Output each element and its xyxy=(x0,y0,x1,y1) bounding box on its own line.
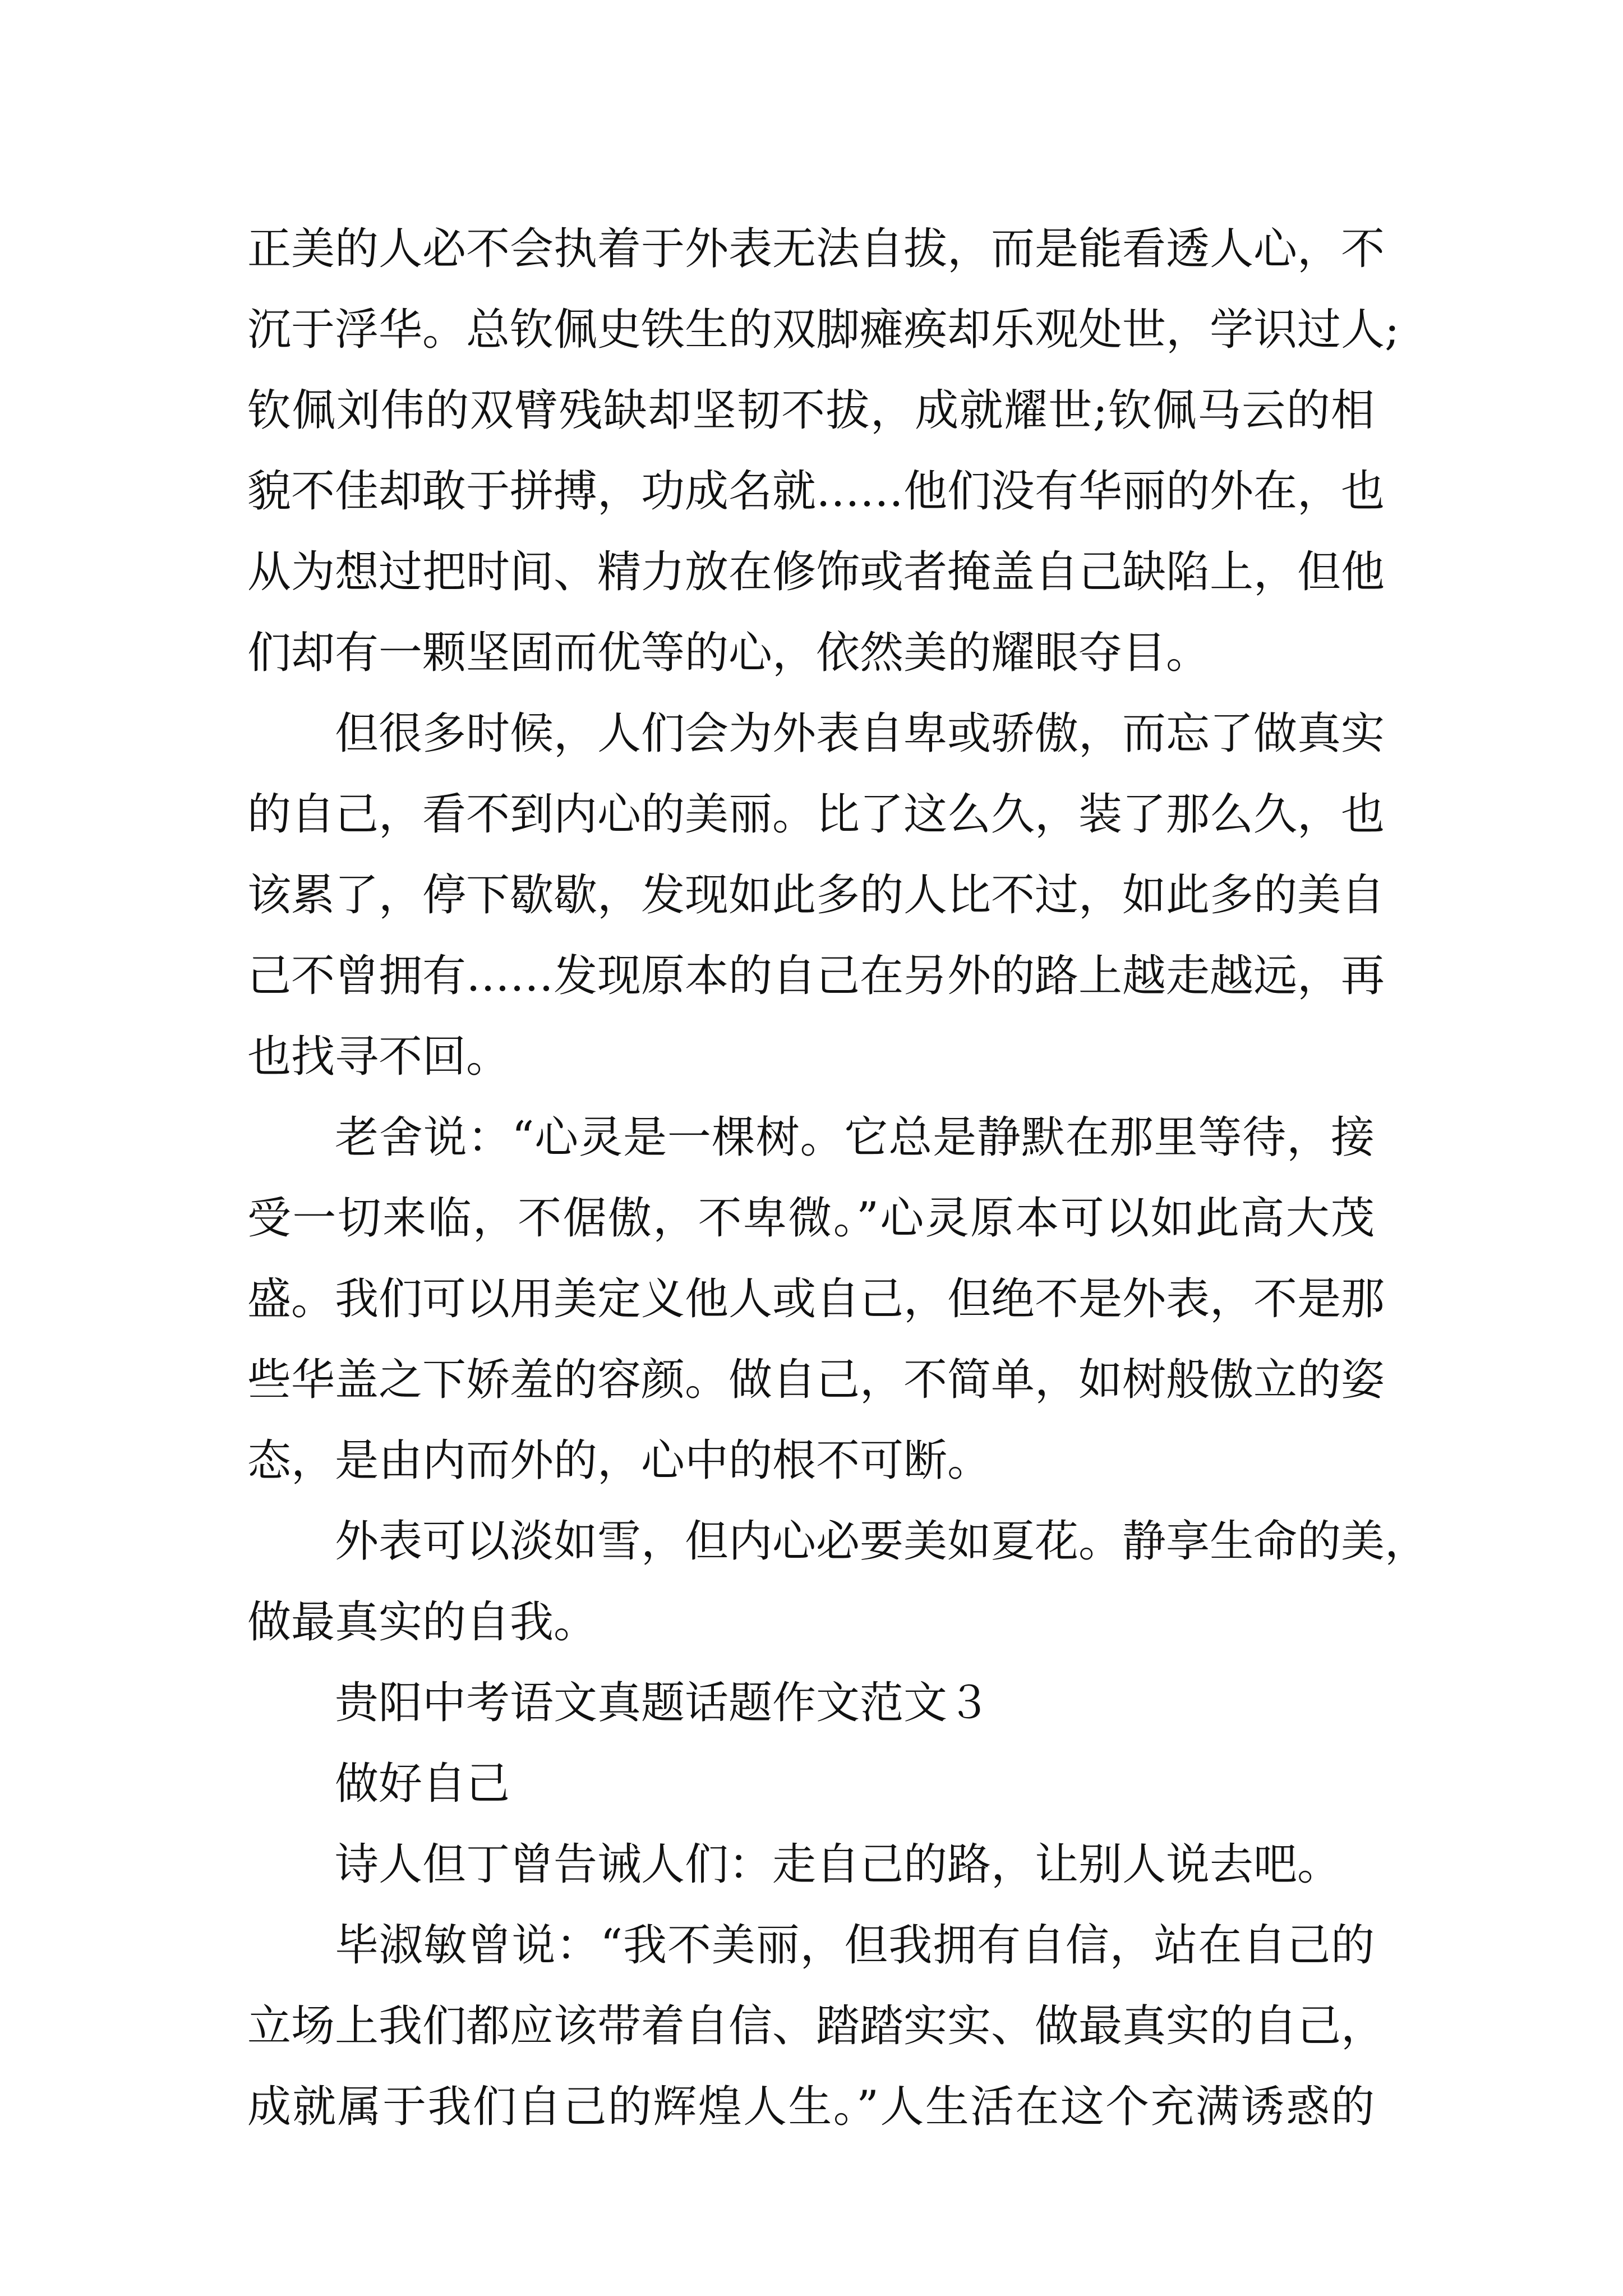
text-line: 些华盖之下娇羞的容颜。做自己，不简单，如树般傲立的姿 xyxy=(247,1355,1385,1405)
document-body xyxy=(247,209,1429,2147)
text-line: 老舍说：“心灵是一棵树。它总是静默在那里等待，接 xyxy=(335,1112,1375,1163)
text-line: 但很多时候，人们会为外表自卑或骄傲，而忘了做真实 xyxy=(335,708,1385,759)
text-line: 受一切来临，不倨傲，不卑微。”心灵原本可以如此高大茂 xyxy=(247,1193,1375,1244)
text-line: 们却有一颗坚固而优等的心，依然美的耀眼夺目。 xyxy=(247,628,1210,678)
paragraph xyxy=(247,1824,1375,1905)
paragraph xyxy=(247,209,1400,693)
text-line: 毕淑敏曾说：“我不美丽，但我拥有自信，站在自己的 xyxy=(335,1920,1375,1971)
text-line: 己不曾拥有……发现原本的自己在另外的路上越走越远，再 xyxy=(247,951,1385,1001)
paragraph xyxy=(247,1905,1385,2147)
text-line: 贵阳中考语文真题话题作文范文３ xyxy=(335,1678,992,1728)
text-line: 立场上我们都应该带着自信、踏踏实实、做最真实的自己， xyxy=(247,2001,1385,2051)
paragraph xyxy=(247,1501,1429,1663)
text-line: 做最真实的自我。 xyxy=(247,1597,598,1648)
text-line: 沉于浮华。总钦佩史铁生的双脚瘫痪却乐观处世，学识过人; xyxy=(247,305,1400,355)
text-line: 盛。我们可以用美定义他人或自己，但绝不是外表，不是那 xyxy=(247,1274,1385,1324)
paragraph xyxy=(247,693,1385,1097)
text-line: 诗人但丁曾告诫人们：走自己的路，让别人说去吧。 xyxy=(335,1839,1341,1890)
text-line: 也找寻不回。 xyxy=(247,1032,510,1082)
text-line: 貌不佳却敢于拼搏，功成名就……他们没有华丽的外在，也 xyxy=(247,466,1385,517)
text-line: 正美的人必不会执着于外表无法自拔，而是能看透人心，不 xyxy=(247,224,1385,274)
text-line: 成就属于我们自己的辉煌人生。”人生活在这个充满诱惑的 xyxy=(247,2082,1375,2132)
text-line: 外表可以淡如雪，但内心必要美如夏花。静享生命的美， xyxy=(335,1516,1429,1567)
text-line: 的自己，看不到内心的美丽。比了这么久，装了那么久，也 xyxy=(247,789,1385,840)
paragraph xyxy=(247,1097,1385,1501)
text-line: 该累了，停下歇歇，发现如此多的人比不过，如此多的美自 xyxy=(247,870,1385,921)
text-line: 从为想过把时间、精力放在修饰或者掩盖自己缺陷上，但他 xyxy=(247,547,1385,597)
essay-title xyxy=(247,1743,1375,1824)
text-line: 做好自己 xyxy=(335,1759,510,1809)
text-line: 态，是由内而外的，心中的根不可断。 xyxy=(247,1435,992,1486)
text-line: 钦佩刘伟的双臂残缺却坚韧不拔，成就耀世;钦佩马云的相 xyxy=(247,385,1375,436)
section-title xyxy=(247,1663,1375,1743)
